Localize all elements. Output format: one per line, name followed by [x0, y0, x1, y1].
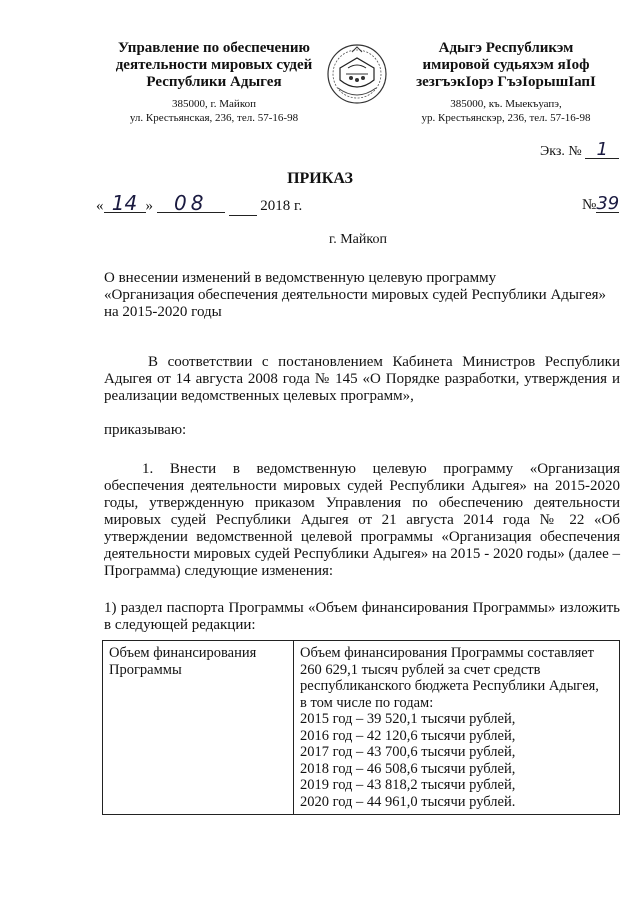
org-name-line: зезгъэкIорэ ГъэIорышIапI: [416, 74, 596, 90]
org-name-line: деятельности мировых судей: [115, 57, 313, 73]
subject-line: О внесении изменений в ведомственную целевую программу: [104, 270, 497, 286]
date-month: 08: [157, 194, 225, 213]
date-day: 14: [104, 194, 146, 213]
order-date: [96, 191, 303, 216]
order-number-value: 39: [596, 193, 620, 214]
item-1-paragraph: 1. Внести в ведомственную целевую программу «Организация обеспечения деятельности мировых судей Республики Адыгея» на 2015-2020 годы, утвержденную приказом Управления по обеспечению деятельности мировых судей Республики Адыгея от 21 августа 2014 года № 22 «Об утверждении ведомственной целевой программы «Организация обеспечения деятельности мировых судей Республики Адыгея» на 2015 - 2020 годы» (далее – Программа) следующие изменения:: [104, 461, 620, 579]
table-row: [103, 641, 620, 815]
table-cell-label: Объем финансирования Программы: [103, 641, 294, 815]
org-name-line: имировой судьяхэм яIоф: [422, 57, 590, 73]
passport-table: [102, 640, 620, 815]
date-close-quote: »: [145, 198, 153, 214]
copy-number: [540, 139, 619, 160]
table-value-line: республиканского бюджета Республики Адыгея,: [300, 678, 599, 694]
table-value-line: 260 629,1 тысяч рублей за счет средств: [300, 661, 541, 678]
table-value-line: 2018 год – 46 508,6 тысячи рублей,: [300, 760, 516, 777]
table-value-line: в том числе по годам:: [300, 694, 434, 711]
table-value-line: 2017 год – 43 700,6 тысячи рублей,: [300, 744, 516, 760]
date-year: 2018 г.: [260, 198, 303, 214]
copy-number-value: 1: [585, 142, 619, 159]
date-underline: [229, 198, 257, 216]
table-value-line: 2020 год – 44 961,0 тысячи рублей.: [300, 793, 516, 810]
org-address-line: ур. Крестьянскэр, 236, тел. 57-16-98: [421, 112, 591, 124]
copy-label: Экз. №: [540, 144, 582, 159]
coat-of-arms-emblem: [324, 38, 390, 110]
org-name-line: Республики Адыгея: [146, 74, 282, 90]
table-value-line: Объем финансирования Программы составляет: [300, 645, 595, 661]
table-value-line: 2016 год – 42 120,6 тысячи рублей,: [300, 727, 516, 744]
order-word: приказываю:: [104, 422, 187, 438]
order-subject: [104, 270, 624, 321]
org-address-line: ул. Крестьянская, 236, тел. 57-16-98: [129, 112, 299, 124]
order-number: [582, 193, 620, 214]
org-name-line: Управление по обеспечению: [118, 40, 310, 56]
org-address-line: 385000, г. Майкоп: [172, 98, 256, 110]
order-number-label: №: [582, 197, 597, 213]
sub-item-1-paragraph: 1) раздел паспорта Программы «Объем финансирования Программы» изложить в следующей редакции:: [104, 600, 620, 633]
date-open-quote: «: [96, 198, 104, 214]
document-title: ПРИКАЗ: [287, 170, 353, 187]
header-left: [104, 40, 324, 125]
header-right: [396, 40, 616, 125]
subject-line: на 2015-2020 годы: [104, 304, 222, 320]
table-value-line: 2019 год – 43 818,2 тысячи рублей,: [300, 777, 516, 793]
preamble-paragraph: В соответствии с постановлением Кабинета Министров Республики Адыгея от 14 августа 2008 года № 145 «О Порядке разработки, утверждения и реализации ведомственных целевых программ»,: [104, 354, 620, 404]
table-value-line: 2015 год – 39 520,1 тысячи рублей,: [300, 711, 516, 727]
subject-line: «Организация обеспечения деятельности мировых судей Республики Адыгея»: [104, 287, 607, 303]
org-address-line: 385000, къ. Мыекъуапэ,: [450, 98, 562, 110]
financing-table: [102, 640, 620, 815]
city: г. Майкоп: [329, 232, 387, 247]
table-cell-value: [294, 641, 620, 815]
org-name-line: Адыгэ Республикэм: [438, 40, 574, 56]
